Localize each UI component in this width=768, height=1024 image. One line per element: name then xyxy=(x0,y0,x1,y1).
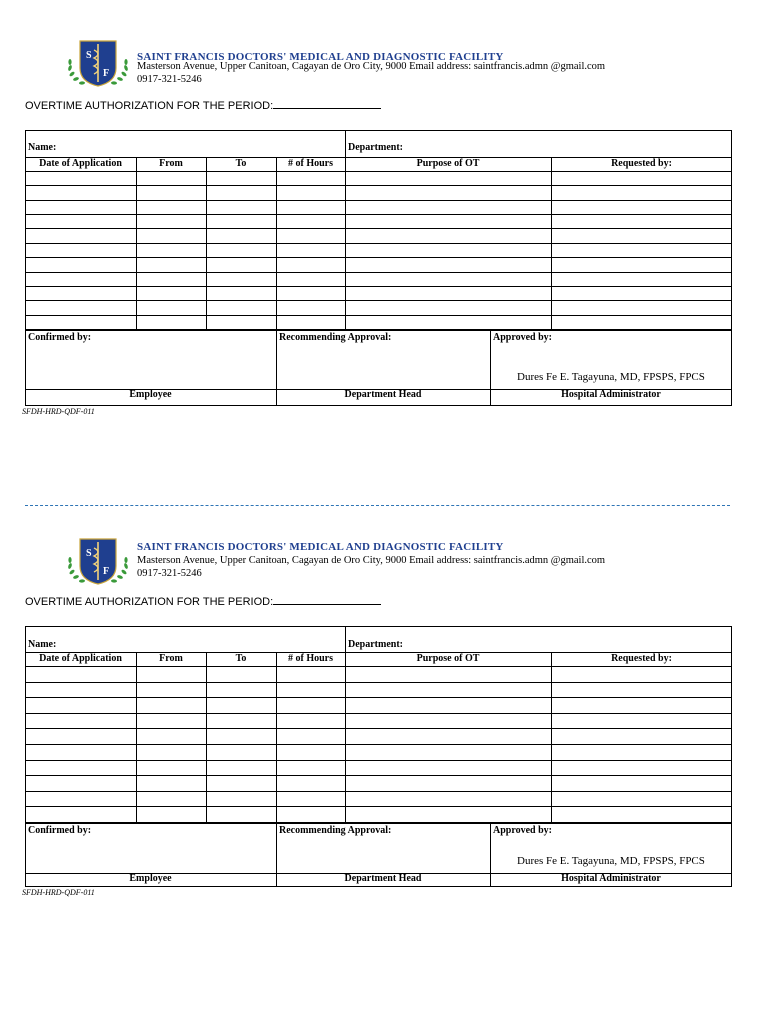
form-code: SFDH-HRD-QDF-011 xyxy=(22,407,95,416)
svg-text:F: F xyxy=(103,68,110,79)
footer-label-0: Employee xyxy=(129,873,172,884)
hospital-logo xyxy=(66,536,130,586)
confirmed-by-label: Confirmed by: xyxy=(28,825,92,836)
column-divider xyxy=(206,157,207,329)
table-row-line xyxy=(25,315,732,316)
footer-label-2: Hospital Administrator xyxy=(561,873,661,884)
table-row-line xyxy=(25,791,732,792)
column-divider xyxy=(551,157,552,329)
column-header-bottom-line xyxy=(25,666,732,667)
table-row-line xyxy=(25,760,732,761)
column-header-0: Date of Application xyxy=(39,158,122,169)
column-header-5: Requested by: xyxy=(611,653,672,664)
organization-name: SAINT FRANCIS DOCTORS' MEDICAL AND DIAGNOSTIC FACILITY xyxy=(137,541,504,553)
column-header-3: # of Hours xyxy=(288,158,333,169)
approver-name: Dures Fe E. Tagayuna, MD, FPSPS, FPCS xyxy=(517,371,705,383)
period-line xyxy=(25,594,381,608)
column-divider xyxy=(345,157,346,329)
svg-text:S: S xyxy=(86,50,92,61)
table-row-line xyxy=(25,744,732,745)
table-row-line xyxy=(25,682,732,683)
name-label: Name: xyxy=(28,142,57,153)
column-header-3: # of Hours xyxy=(288,653,333,664)
name-dept-divider xyxy=(345,130,346,157)
table-row-line xyxy=(25,257,732,258)
confirmed-by-label: Confirmed by: xyxy=(28,332,92,343)
period-label: OVERTIME AUTHORIZATION FOR THE PERIOD: xyxy=(25,596,274,608)
footer-label-1: Department Head xyxy=(344,389,422,400)
column-header-4: Purpose of OT xyxy=(416,653,480,664)
table-row-line xyxy=(25,200,732,201)
department-label: Department: xyxy=(348,142,403,153)
table-row-line xyxy=(25,806,732,807)
table-row-line xyxy=(25,300,732,301)
column-header-2: To xyxy=(235,653,247,664)
table-row-line xyxy=(25,775,732,776)
table-row-line xyxy=(25,185,732,186)
svg-text:S: S xyxy=(86,548,92,559)
cut-line xyxy=(25,505,730,506)
column-divider xyxy=(276,157,277,329)
organization-name: SAINT FRANCIS DOCTORS' MEDICAL AND DIAGNOSTIC FACILITY xyxy=(137,51,504,63)
period-label: OVERTIME AUTHORIZATION FOR THE PERIOD: xyxy=(25,100,274,112)
column-header-bottom-line xyxy=(25,171,732,172)
recommending-approval-label: Recommending Approval: xyxy=(279,825,392,836)
column-divider xyxy=(551,652,552,822)
column-header-1: From xyxy=(159,653,183,664)
column-divider xyxy=(136,652,137,822)
name-dept-divider xyxy=(345,626,346,652)
period-field[interactable] xyxy=(273,98,381,109)
period-field[interactable] xyxy=(273,594,381,605)
approved-by-label: Approved by: xyxy=(493,825,552,836)
approver-name: Dures Fe E. Tagayuna, MD, FPSPS, FPCS xyxy=(517,855,705,867)
column-header-4: Purpose of OT xyxy=(416,158,480,169)
svg-text:F: F xyxy=(103,566,110,577)
column-divider xyxy=(276,652,277,822)
column-divider xyxy=(345,652,346,822)
column-header-1: From xyxy=(159,158,183,169)
column-header-2: To xyxy=(235,158,247,169)
organization-phone: 0917-321-5246 xyxy=(137,568,202,579)
column-divider xyxy=(206,652,207,822)
name-label: Name: xyxy=(28,639,57,650)
hospital-logo xyxy=(66,38,130,88)
table-bottom-line xyxy=(25,329,732,331)
table-row-line xyxy=(25,214,732,215)
table-row-line xyxy=(25,286,732,287)
footer-label-2: Hospital Administrator xyxy=(561,389,661,400)
department-label: Department: xyxy=(348,639,403,650)
column-header-5: Requested by: xyxy=(611,158,672,169)
approved-by-label: Approved by: xyxy=(493,332,552,343)
column-header-0: Date of Application xyxy=(39,653,122,664)
column-divider xyxy=(136,157,137,329)
organization-address: Masterson Avenue, Upper Canitoan, Cagayan de Oro City, 9000 Email address: saintfrancis.admn @gmail.com xyxy=(137,555,606,566)
footer-label-0: Employee xyxy=(129,389,172,400)
footer-label-1: Department Head xyxy=(344,873,422,884)
recommending-approval-label: Recommending Approval: xyxy=(279,332,392,343)
table-row-line xyxy=(25,272,732,273)
table-row-line xyxy=(25,243,732,244)
table-bottom-line xyxy=(25,822,732,824)
form-code: SFDH-HRD-QDF-011 xyxy=(22,888,95,897)
table-row-line xyxy=(25,713,732,714)
organization-phone: 0917-321-5246 xyxy=(137,74,202,85)
table-row-line xyxy=(25,697,732,698)
table-row-line xyxy=(25,228,732,229)
organization-address: Masterson Avenue, Upper Canitoan, Cagayan de Oro City, 9000 Email address: saintfrancis.admn @gmail.com xyxy=(137,61,606,72)
table-row-line xyxy=(25,728,732,729)
period-line xyxy=(25,98,381,112)
